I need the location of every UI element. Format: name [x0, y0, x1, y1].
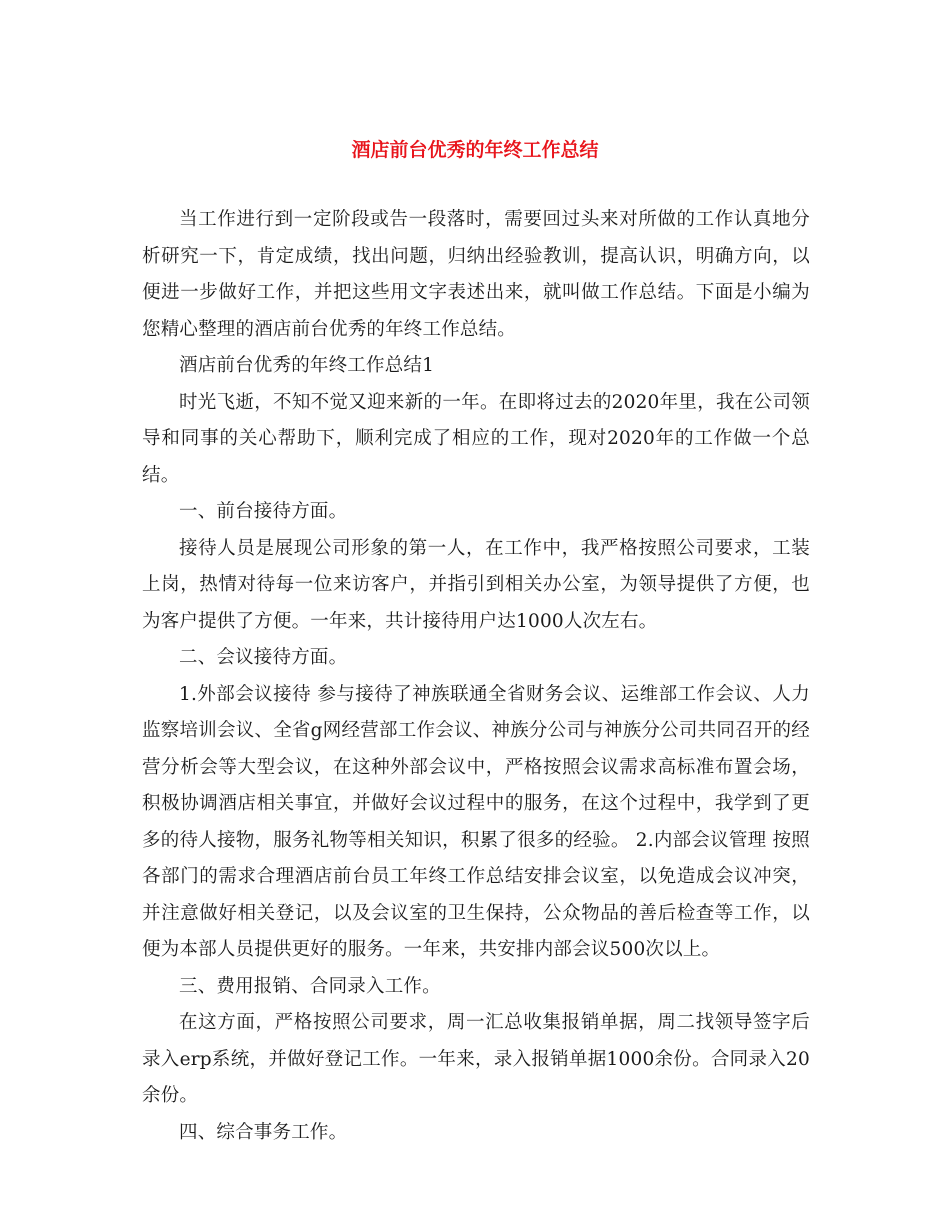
paragraph-intro: 当工作进行到一定阶段或告一段落时，需要回过头来对所做的工作认真地分析研究一下，肯定成绩，找出问题，归纳出经验教训，提高认识，明确方向，以便进一步做好工作，并把这些用文字表述出来，就叫做工作总结。下面是小编为您精心整理的酒店前台优秀的年终工作总结。 [142, 209, 810, 340]
paragraph-front-desk: 接待人员是展现公司形象的第一人，在工作中，我严格按照公司要求，工装上岗，热情对待每一位来访客户，并指引到相关办公室，为领导提供了方便，也为客户提供了方便。一年来，共计接待用户达1000人次左右。 [142, 537, 810, 632]
section-heading-front-desk: 一、前台接待方面。 [179, 501, 348, 522]
document-title: 酒店前台优秀的年终工作总结 [351, 139, 599, 161]
document-body [142, 202, 810, 1151]
section-heading-summary-1: 酒店前台优秀的年终工作总结1 [179, 355, 435, 376]
paragraph-meetings: 1.外部会议接待 参与接待了神族联通全省财务会议、运维部工作会议、人力监察培训会议、全省g网经营部工作会议、神族分公司与神族分公司共同召开的经营分析会等大型会议，在这种外部会议中，严格按照会议需求高标准布置会场，积极协调酒店相关事宜，并做好会议过程中的服务，在这个过程中，我学到了更多的待人接物，服务礼物等相关知识，积累了很多的经验。 2.内部会议管理 按照各部门的需求合理酒店前台员工年终工作总结安排会议室，以免造成会议冲突，并注意做好相关登记，以及会议室的卫生保持，公众物品的善后检查等工作，以便为本部人员提供更好的服务。一年来，共安排内部会议500次以上。 [142, 683, 810, 960]
paragraph-opening: 时光飞逝，不知不觉又迎来新的一年。在即将过去的2020年里，我在公司领导和同事的关心帮助下，顺利完成了相应的工作，现对2020年的工作做一个总结。 [142, 391, 810, 486]
section-heading-general-affairs: 四、综合事务工作。 [179, 1121, 348, 1143]
section-heading-meetings: 二、会议接待方面。 [179, 647, 348, 668]
paragraph-expenses: 在这方面，严格按照公司要求，周一汇总收集报销单据，周二找领导签字后录入erp系统，并做好登记工作。一年来，录入报销单据1000余份。合同录入20余份。 [142, 1012, 810, 1106]
section-heading-expenses: 三、费用报销、合同录入工作。 [179, 975, 441, 997]
